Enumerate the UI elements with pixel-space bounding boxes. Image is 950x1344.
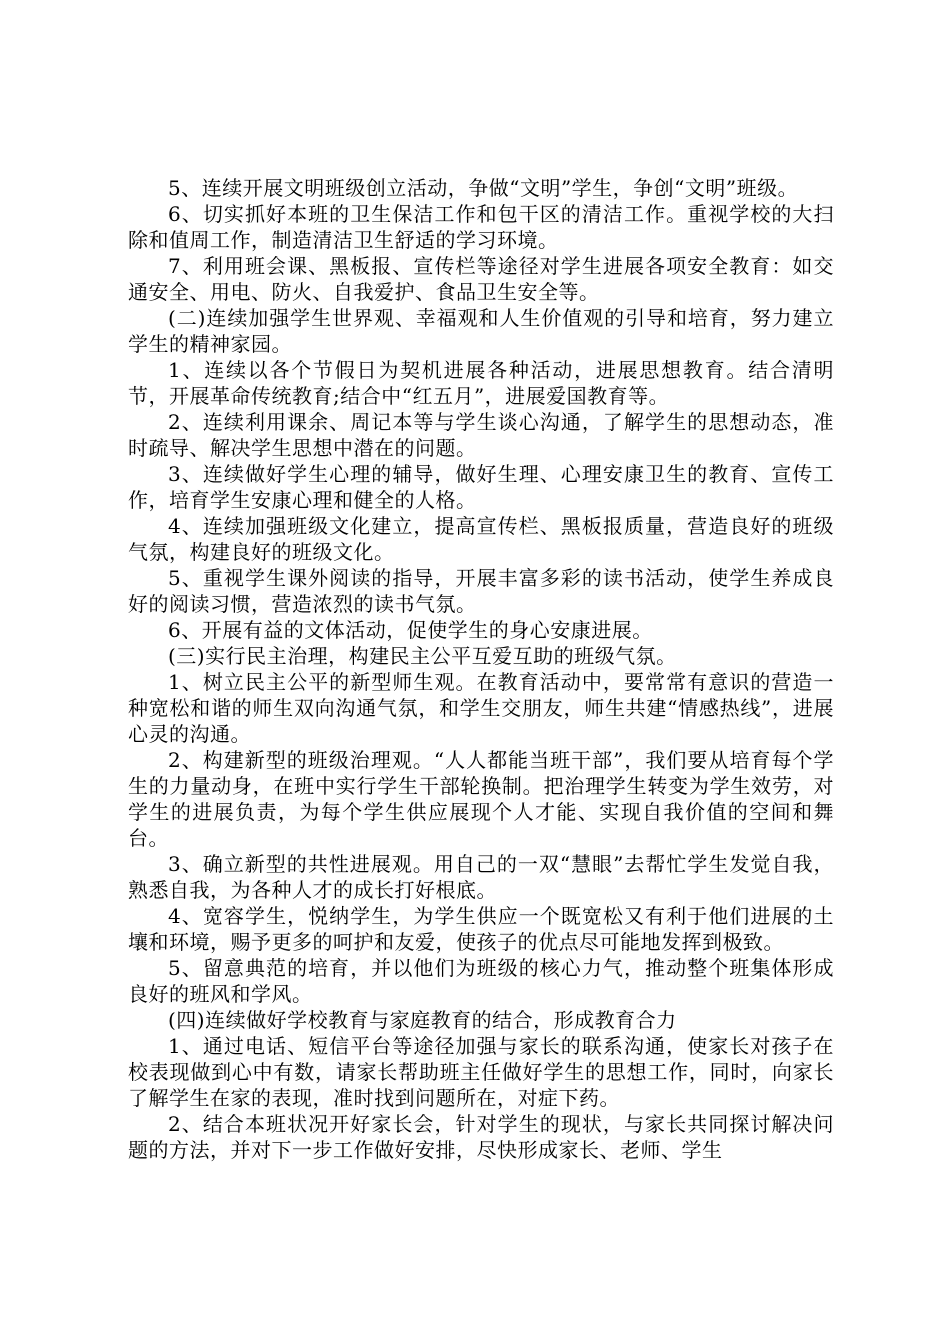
paragraph: 4、宽容学生，悦纳学生，为学生供应一个既宽松又有利于他们进展的土壤和环境，赐予更多的呵护和友爱，使孩子的优点尽可能地发挥到极致。	[128, 904, 834, 954]
paragraph: 1、连续以各个节假日为契机进展各种活动，进展思想教育。结合清明节，开展革命传统教育;结合中“红五月”，进展爱国教育等。	[128, 358, 834, 408]
paragraph: 2、连续利用课余、周记本等与学生谈心沟通，了解学生的思想动态，准时疏导、解决学生思想中潜在的问题。	[128, 410, 834, 460]
paragraph: 7、利用班会课、黑板报、宣传栏等途径对学生进展各项安全教育：如交通安全、用电、防火、自我爱护、食品卫生安全等。	[128, 254, 834, 304]
paragraph: 6、开展有益的文体活动，促使学生的身心安康进展。	[168, 618, 653, 642]
paragraph: 1、树立民主公平的新型师生观。在教育活动中，要常常有意识的营造一种宽松和谐的师生双向沟通气氛，和学生交朋友，师生共建“情感热线”，进展心灵的沟通。	[128, 670, 834, 746]
section-heading: (二)连续加强学生世界观、幸福观和人生价值观的引导和培育，努力建立学生的精神家园。	[128, 306, 834, 356]
paragraph: 2、结合本班状况开好家长会，针对学生的现状，与家长共同探讨解决问题的方法，并对下一步工作做好安排，尽快形成家长、老师、学生	[128, 1112, 834, 1162]
section-heading: (四)连续做好学校教育与家庭教育的结合，形成教育合力	[168, 1008, 677, 1032]
section-heading: (三)实行民主治理，构建民主公平互爱互助的班级气氛。	[168, 644, 677, 668]
paragraph: 4、连续加强班级文化建立，提高宣传栏、黑板报质量，营造良好的班级气氛，构建良好的班级文化。	[128, 514, 834, 564]
paragraph: 3、连续做好学生心理的辅导，做好生理、心理安康卫生的教育、宣传工作，培育学生安康心理和健全的人格。	[128, 462, 834, 512]
paragraph: 5、重视学生课外阅读的指导，开展丰富多彩的读书活动，使学生养成良好的阅读习惯，营造浓烈的读书气氛。	[128, 566, 834, 616]
document-body	[128, 175, 834, 1163]
paragraph: 5、连续开展文明班级创立活动，争做“文明”学生，争创“文明”班级。	[168, 176, 799, 200]
paragraph: 1、通过电话、短信平台等途径加强与家长的联系沟通，使家长对孩子在校表现做到心中有数，请家长帮助班主任做好学生的思想工作，同时，向家长了解学生在家的表现，准时找到问题所在，对症下药。	[128, 1034, 834, 1110]
paragraph: 2、构建新型的班级治理观。“人人都能当班干部”，我们要从培育每个学生的力量动身，在班中实行学生干部轮换制。把治理学生转变为学生效劳，对学生的进展负责，为每个学生供应展现个人才能、实现自我价值的空间和舞台。	[128, 748, 834, 850]
paragraph: 3、确立新型的共性进展观。用自己的一双“慧眼”去帮忙学生发觉自我，熟悉自我，为各种人才的成长打好根底。	[128, 852, 834, 902]
paragraph: 5、留意典范的培育，并以他们为班级的核心力气，推动整个班集体形成良好的班风和学风。	[128, 956, 834, 1006]
paragraph: 6、切实抓好本班的卫生保洁工作和包干区的清洁工作。重视学校的大扫除和值周工作，制造清洁卫生舒适的学习环境。	[128, 202, 834, 252]
